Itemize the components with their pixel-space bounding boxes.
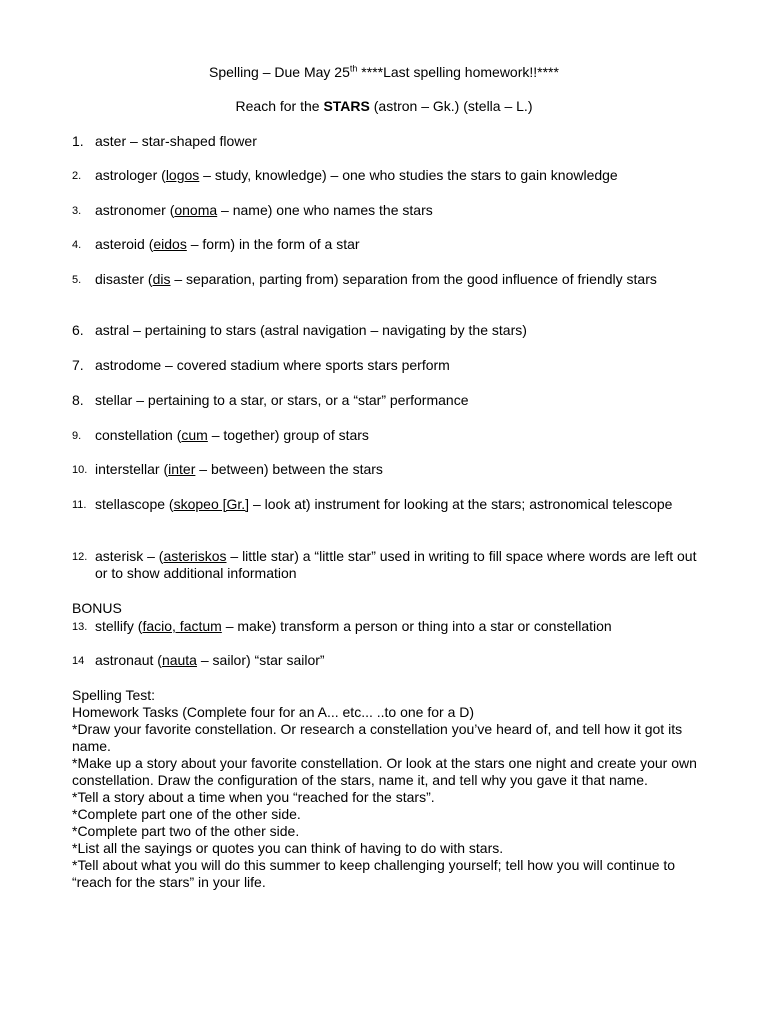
item-text: interstellar (inter – between) between the stars (95, 461, 383, 477)
item-number: 14 (72, 655, 85, 667)
item-text: astronomer (onoma – name) one who names the stars (95, 202, 433, 218)
item-number: 12. (72, 551, 88, 563)
title-text: Spelling – Due May 25 (209, 64, 350, 80)
document-subtitle (0, 98, 768, 115)
document-title (0, 64, 768, 81)
item-text: astrologer (logos – study, knowledge) – one who studies the stars to gain knowledge (95, 167, 618, 183)
homework-tasks-heading: Homework Tasks (Complete four for an A... etc... ..to one for a D) (72, 704, 475, 720)
item-number: 3. (72, 205, 82, 217)
task-item: *Make up a story about your favorite constellation. Or look at the stars one night and create your own constellation. Draw the configuration of the stars, name it, and tell why you gave it that name. (72, 755, 697, 788)
item-number: 11. (72, 499, 87, 511)
item-number: 6. (72, 322, 84, 338)
title-superscript: th (349, 63, 358, 74)
task-item: *List all the sayings or quotes you can think of having to do with stars. (72, 840, 504, 856)
item-number: 1. (72, 133, 84, 149)
title-note: ****Last spelling homework!!**** (357, 64, 559, 80)
task-item: *Tell about what you will do this summer to keep challenging yourself; tell how you will continue to “reach for the stars” in your life. (72, 857, 676, 890)
subtitle-bold: STARS (323, 98, 370, 114)
item-text: stellascope (skopeo [Gr.] – look at) instrument for looking at the stars; astronomical telescope (95, 496, 673, 512)
item-text: astronaut (nauta – sailor) “star sailor” (95, 652, 325, 668)
item-number: 10. (72, 464, 88, 476)
task-item: *Complete part two of the other side. (72, 823, 300, 839)
bonus-label: BONUS (72, 600, 122, 616)
item-number: 4. (72, 239, 82, 251)
item-number: 5. (72, 274, 82, 286)
item-text: astrodome – covered stadium where sports stars perform (95, 357, 450, 373)
subtitle-prefix: Reach for the (235, 98, 324, 114)
item-text: asteroid (eidos – form) in the form of a star (95, 236, 360, 252)
homework-tasks (72, 687, 712, 891)
task-item: *Complete part one of the other side. (72, 806, 301, 822)
item-text: constellation (cum – together) group of stars (95, 427, 369, 443)
item-text: asterisk – (asteriskos – little star) a “little star” used in writing to fill space where words are left out or to show additional information (95, 548, 697, 581)
item-text: aster – star-shaped flower (95, 133, 257, 149)
item-number: 2. (72, 170, 82, 182)
item-number: 8. (72, 392, 84, 408)
item-text: disaster (dis – separation, parting from) separation from the good influence of friendly stars (95, 271, 657, 287)
item-number: 9. (72, 430, 82, 442)
item-number: 13. (72, 621, 88, 633)
spelling-test-heading: Spelling Test: (72, 687, 156, 703)
item-text: astral – pertaining to stars (astral navigation – navigating by the stars) (95, 322, 527, 338)
item-text: stellar – pertaining to a star, or stars, or a “star” performance (95, 392, 469, 408)
item-number: 7. (72, 357, 84, 373)
task-item: *Draw your favorite constellation. Or research a constellation you’ve heard of, and tell how it got its name. (72, 721, 683, 754)
task-item: *Tell a story about a time when you “reached for the stars”. (72, 789, 435, 805)
subtitle-suffix: (astron – Gk.) (stella – L.) (369, 98, 533, 114)
item-text: stellify (facio, factum – make) transform a person or thing into a star or constellation (95, 618, 612, 634)
